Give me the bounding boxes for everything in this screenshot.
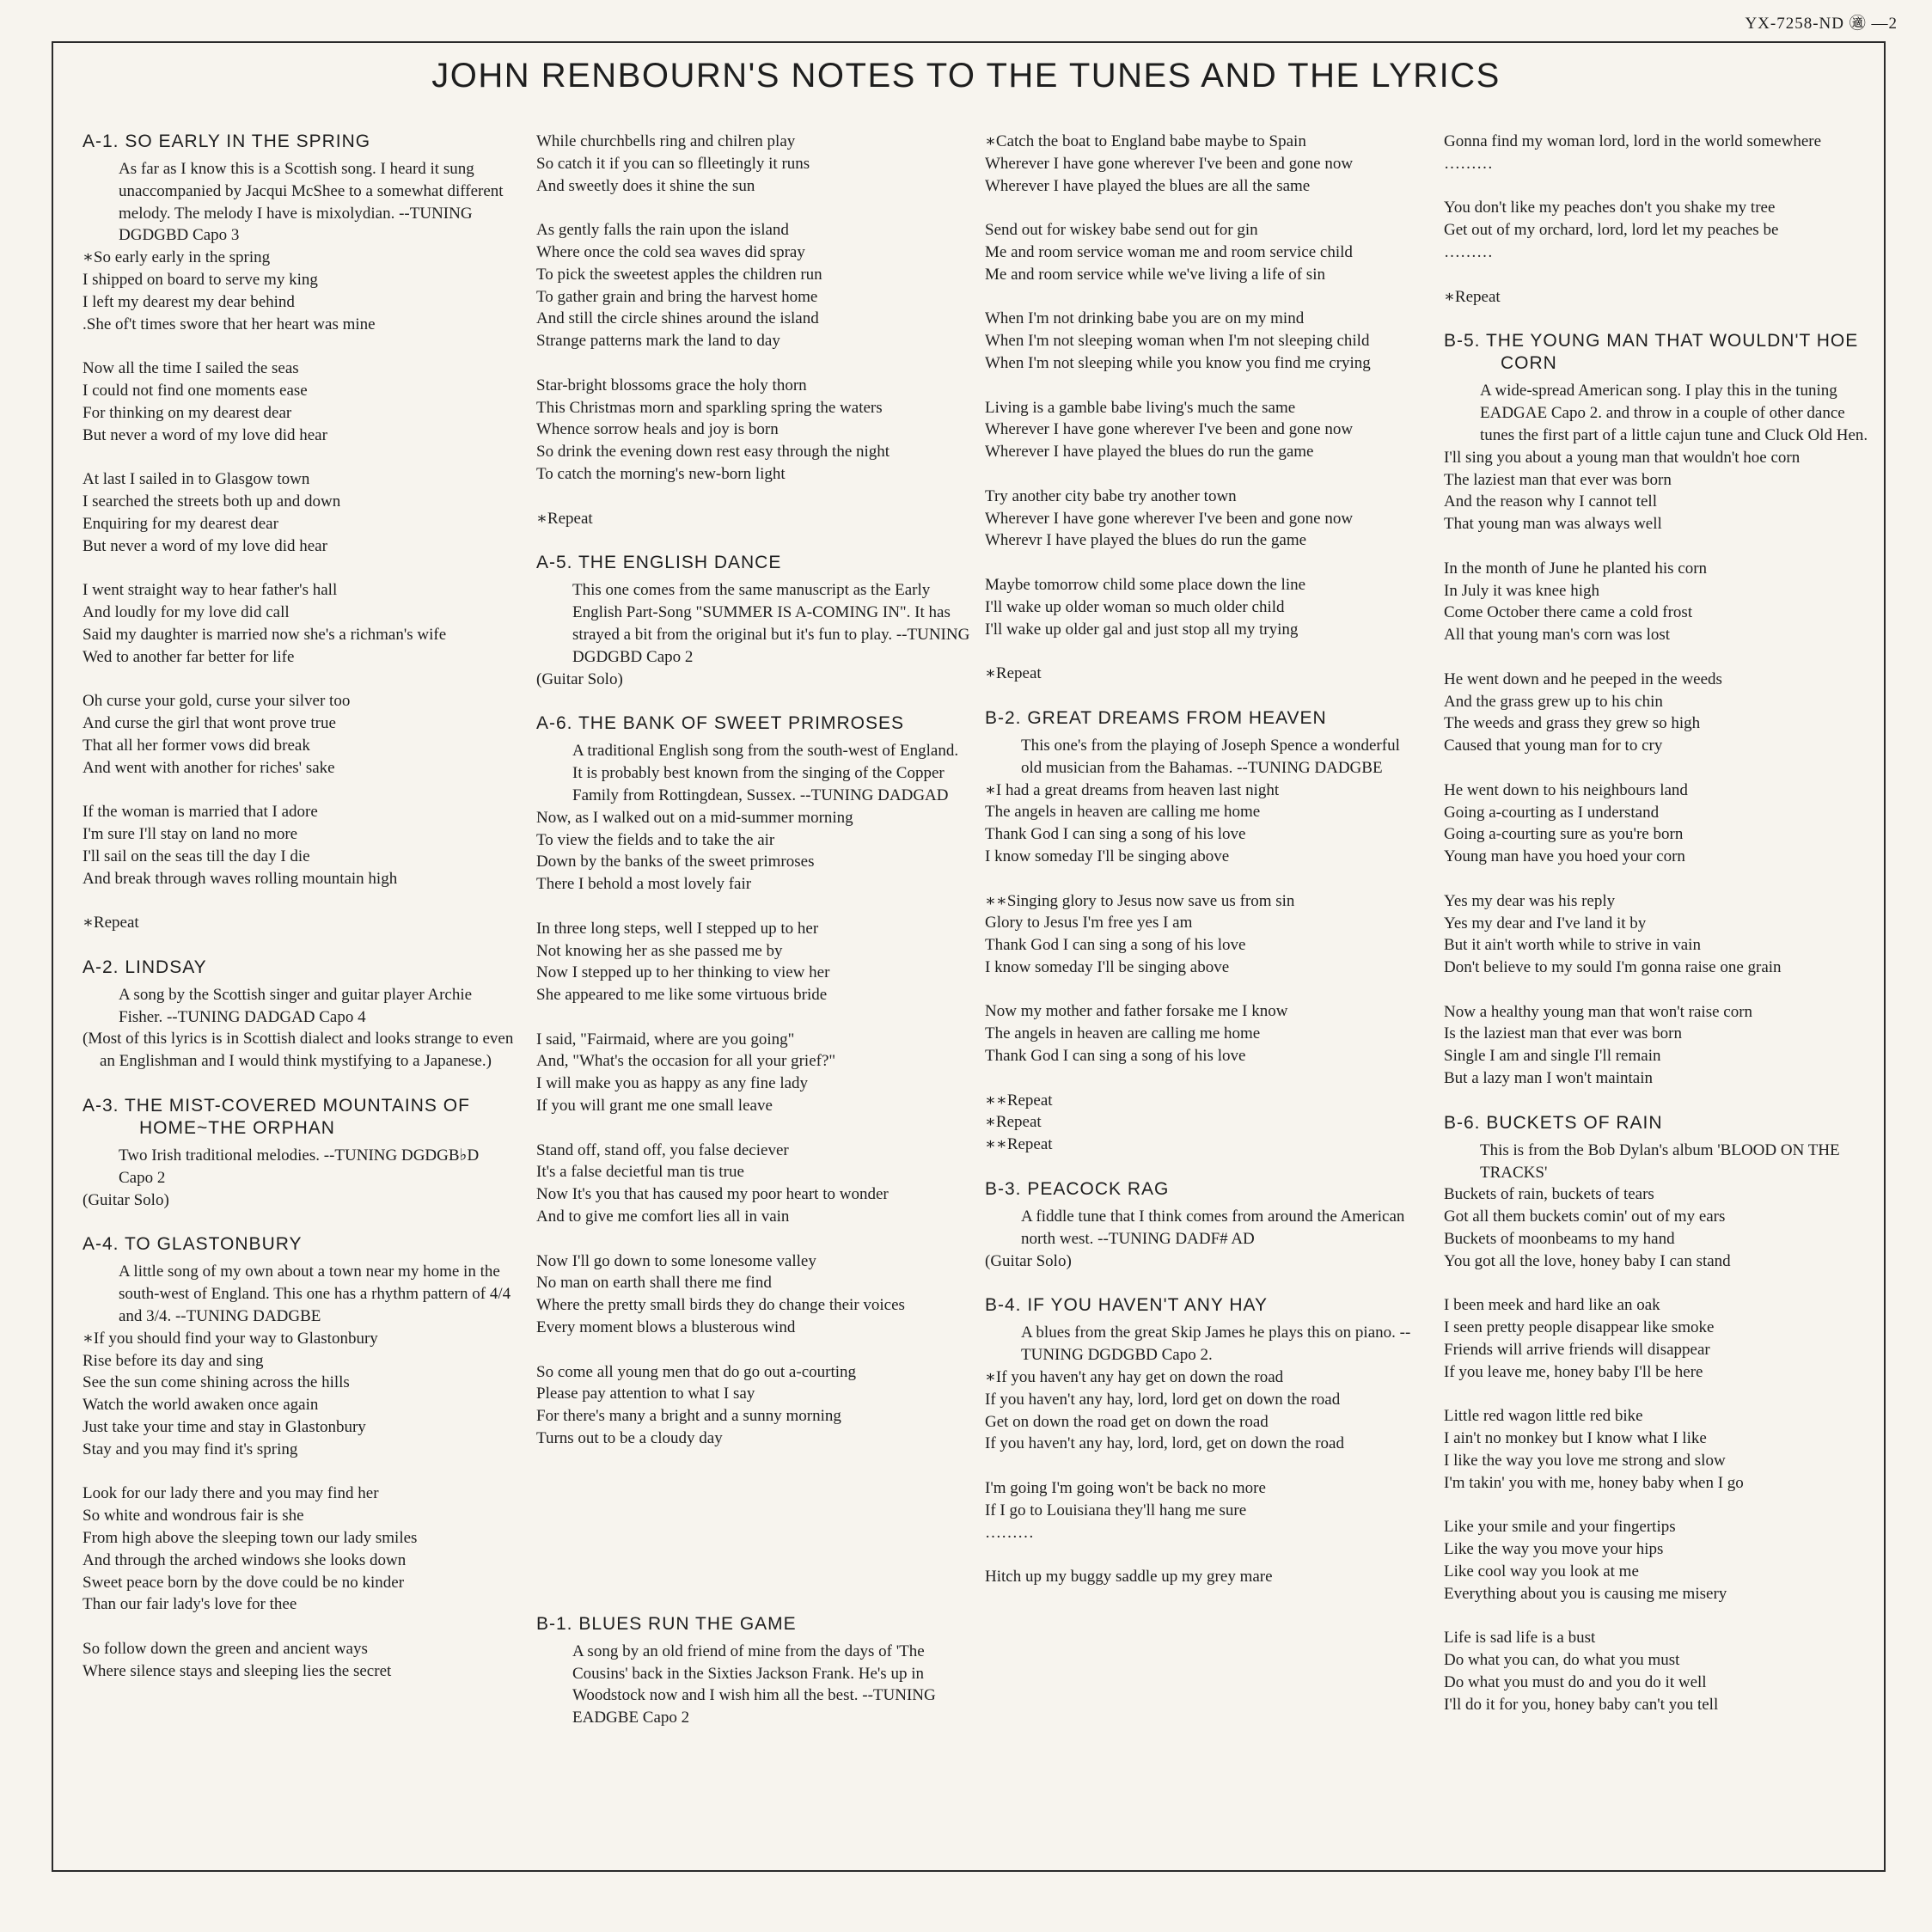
lyrics xyxy=(536,669,970,691)
lyric-line: Wed to another far better for life xyxy=(83,647,295,666)
song-title: B-1. BLUES RUN THE GAME xyxy=(536,1613,797,1634)
lyric-line: Caused that young man for to cry xyxy=(1444,737,1663,755)
lyric-line: For thinking on my dearest dear xyxy=(83,403,292,422)
song-section xyxy=(985,707,1419,1156)
stanza xyxy=(1444,558,1878,646)
lyric-line: And went with another for riches' sake xyxy=(83,758,335,777)
stanza xyxy=(536,807,970,896)
lyric-line: And break through waves rolling mountain high xyxy=(83,869,398,888)
lyrics xyxy=(1444,1183,1878,1715)
song-note: As far as I know this is a Scottish song. I heard it sung unaccompanied by Jacqui McShee to a somewhat different melody. The melody I have is mixolydian. --TUNING DGDGBD Capo 3 xyxy=(119,160,504,245)
lyric-line: Oh curse your gold, curse your silver too xyxy=(83,692,351,711)
song-title: B-3. PEACOCK RAG xyxy=(985,1179,1170,1200)
lyric-line: The laziest man that ever was born xyxy=(1444,470,1672,489)
stanza xyxy=(985,397,1419,463)
lyric-line: Down by the banks of the sweet primroses xyxy=(536,853,815,871)
stanza xyxy=(985,780,1419,868)
lyric-line: But never a word of my love did hear xyxy=(83,425,327,444)
stanza xyxy=(536,508,970,530)
song-title: B-4. IF YOU HAVEN'T ANY HAY xyxy=(985,1295,1268,1316)
lyric-line: Yes my dear was his reply xyxy=(1444,891,1616,910)
lyric-line: Do what you must do and you do it well xyxy=(1444,1673,1707,1691)
lyric-line: If you haven't any hay, lord, lord get on down the road xyxy=(985,1390,1341,1409)
lyric-line: Watch the world awaken once again xyxy=(83,1396,319,1415)
lyric-line: She appeared to me like some virtuous bride xyxy=(536,986,828,1005)
stanza xyxy=(985,574,1419,640)
lyrics xyxy=(536,131,970,529)
lyric-line: Where silence stays and sleeping lies the secret xyxy=(83,1661,392,1680)
stanza xyxy=(536,1029,970,1117)
lyric-line: Wherever I have gone wherever I've been and gone now xyxy=(985,509,1354,528)
lyric-line: If I go to Louisiana they'll hang me sure xyxy=(985,1501,1247,1519)
song-note: This is from the Bob Dylan's album 'BLOOD ON THE TRACKS' xyxy=(1480,1140,1840,1182)
stanza xyxy=(536,375,970,486)
lyric-line: Try another city babe try another town xyxy=(985,486,1237,505)
stanza xyxy=(83,247,517,335)
song-section xyxy=(83,1233,517,1682)
lyric-line: There I behold a most lovely fair xyxy=(536,875,752,894)
stanza xyxy=(985,308,1419,374)
lyric-line: I left my dearest my dear behind xyxy=(83,292,295,311)
lyric-line: Buckets of moonbeams to my hand xyxy=(1444,1230,1675,1249)
lyric-line: ……… xyxy=(1444,154,1493,173)
song-section xyxy=(83,131,517,934)
lyric-line: Turns out to be a cloudy day xyxy=(536,1429,723,1448)
lyric-line: I'll sail on the seas till the day I die xyxy=(83,847,310,865)
lyric-line: So catch it if you can so flleetingly it runs xyxy=(536,154,810,173)
lyric-line: I'll do it for you, honey baby can't you tell xyxy=(1444,1695,1719,1714)
song-title: B-6. BUCKETS OF RAIN xyxy=(1444,1112,1663,1133)
lyric-line: In three long steps, well I stepped up to her xyxy=(536,919,819,938)
lyric-line: To catch the morning's new-born light xyxy=(536,464,786,483)
column-2 xyxy=(536,131,970,1752)
stanza xyxy=(536,669,970,691)
song-title: A-6. THE BANK OF SWEET PRIMROSES xyxy=(536,713,904,734)
lyric-line: Wherever I have gone wherever I've been and gone now xyxy=(985,420,1354,439)
lyric-line: And the grass grew up to his chin xyxy=(1444,692,1663,711)
song-section xyxy=(985,1178,1419,1272)
stanza xyxy=(536,918,970,1006)
lyric-line: At last I sailed in to Glasgow town xyxy=(83,470,310,489)
lyric-line: ∗If you haven't any hay get on down the road xyxy=(985,1368,1284,1387)
lyrics xyxy=(985,131,1419,685)
song-section xyxy=(536,1613,970,1729)
song-section xyxy=(83,1095,517,1211)
song-section xyxy=(536,131,970,529)
lyric-line: (Guitar Solo) xyxy=(536,669,623,688)
lyric-line: Star-bright blossoms grace the holy thorn xyxy=(536,376,807,394)
lyric-line: And the reason why I cannot tell xyxy=(1444,492,1657,511)
stanza xyxy=(1444,890,1878,979)
lyric-line: (Guitar Solo) xyxy=(985,1251,1072,1270)
lyric-line: And, "What's the occasion for all your grief?" xyxy=(536,1052,836,1071)
song-section xyxy=(985,131,1419,685)
lyric-line: ∗Repeat xyxy=(83,914,139,932)
lyric-line: Now It's you that has caused my poor heart to wonder xyxy=(536,1185,889,1204)
lyric-line: Thank God I can sing a song of his love xyxy=(985,936,1246,955)
stanza xyxy=(1444,131,1878,175)
song-note: A fiddle tune that I think comes from around the American north west. --TUNING DADF# AD xyxy=(1021,1208,1405,1248)
lyric-line: But never a word of my love did hear xyxy=(83,536,327,555)
stanza xyxy=(536,219,970,352)
stanza xyxy=(536,1361,970,1450)
lyric-line: Living is a gamble babe living's much the same xyxy=(985,398,1296,417)
catalog-number: YX-7258-ND ㊜ —2 xyxy=(1745,15,1898,33)
lyric-line: No man on earth shall there me find xyxy=(536,1274,772,1293)
stanza xyxy=(985,890,1419,979)
lyric-line: As gently falls the rain upon the island xyxy=(536,221,789,240)
lyric-line: See the sun come shining across the hills xyxy=(83,1373,350,1392)
stanza xyxy=(83,690,517,779)
lyrics xyxy=(83,1028,517,1073)
column-1 xyxy=(83,131,517,1705)
song-title: A-4. TO GLASTONBURY xyxy=(83,1234,303,1255)
lyric-line: So follow down the green and ancient ways xyxy=(83,1640,368,1659)
lyric-line: When I'm not drinking babe you are on my mind xyxy=(985,309,1305,328)
lyric-line: It's a false decietful man tis true xyxy=(536,1163,744,1182)
song-note: This one's from the playing of Joseph Spence a wonderful old musician from the Bahamas. --TUNING DADGBE xyxy=(1021,736,1400,777)
lyric-line: Is the laziest man that ever was born xyxy=(1444,1024,1682,1043)
lyric-line: He went down and he peeped in the weeds xyxy=(1444,669,1722,688)
lyric-line: ∗∗Singing glory to Jesus now save us from sin xyxy=(985,891,1295,910)
stanza xyxy=(83,468,517,557)
lyric-line: Thank God I can sing a song of his love xyxy=(985,825,1246,844)
lyric-line: ∗Repeat xyxy=(1444,287,1501,306)
lyric-line: Now, as I walked out on a mid-summer morning xyxy=(536,808,853,827)
lyric-line: Like cool way you look at me xyxy=(1444,1562,1639,1581)
lyric-line: Like the way you move your hips xyxy=(1444,1540,1664,1559)
stanza xyxy=(536,131,970,197)
lyric-line: So come all young men that do go out a-courting xyxy=(536,1362,857,1381)
song-note: A traditional English song from the south-west of England. It is probably best known from the singing of the Copper Family from Rottingdean, Sussex. --TUNING DADGAD xyxy=(572,742,959,804)
lyric-line: Now I'll go down to some lonesome valley xyxy=(536,1251,816,1270)
stanza xyxy=(1444,780,1878,868)
lyric-line: That young man was always well xyxy=(1444,515,1662,534)
lyric-line: And through the arched windows she looks down xyxy=(83,1550,407,1569)
lyric-line: Where once the cold sea waves did spray xyxy=(536,242,805,261)
lyric-line: Than our fair lady's love for thee xyxy=(83,1595,297,1614)
stanza xyxy=(985,1090,1419,1156)
lyric-line: ∗So early early in the spring xyxy=(83,248,271,267)
lyric-line: In July it was knee high xyxy=(1444,581,1600,600)
lyric-line: I'm takin' you with me, honey baby when I go xyxy=(1444,1473,1744,1492)
lyric-line: And to give me comfort lies all in vain xyxy=(536,1208,790,1226)
stanza xyxy=(1444,1516,1878,1605)
page-title: JOHN RENBOURN'S NOTES TO THE TUNES AND THE LYRICS xyxy=(431,57,1501,95)
lyric-line: Life is sad life is a bust xyxy=(1444,1629,1596,1648)
lyric-line: I searched the streets both up and down xyxy=(83,492,341,511)
stanza xyxy=(536,1250,970,1339)
stanza xyxy=(83,579,517,668)
lyric-line: Where the pretty small birds they do change their voices xyxy=(536,1296,905,1315)
song-title: A-3. THE MIST-COVERED MOUNTAINS OF HOME~THE ORPHAN xyxy=(83,1096,470,1139)
stanza xyxy=(83,1189,517,1212)
lyric-line: ∗If you should find your way to Glastonbury xyxy=(83,1329,378,1348)
stanza xyxy=(985,1366,1419,1455)
lyric-line: Get out of my orchard, lord, lord let my peaches be xyxy=(1444,221,1779,240)
song-section xyxy=(1444,1112,1878,1716)
lyric-line: So drink the evening down rest easy through the night xyxy=(536,443,890,462)
song-section xyxy=(1444,330,1878,1090)
lyric-line: Little red wagon little red bike xyxy=(1444,1407,1643,1426)
song-title: B-2. GREAT DREAMS FROM HEAVEN xyxy=(985,707,1327,728)
song-title: A-5. THE ENGLISH DANCE xyxy=(536,553,782,573)
song-section xyxy=(1444,131,1878,308)
stanza xyxy=(1444,1183,1878,1272)
lyric-line: I ain't no monkey but I know what I like xyxy=(1444,1429,1707,1448)
song-note: A song by an old friend of mine from the days of 'The Cousins' back in the Sixties Jackson Frank. He's up in Woodstock now and I wish him all the best. --TUNING EADGBE Capo 2 xyxy=(572,1642,936,1727)
lyric-line: If you haven't any hay, lord, lord, get on down the road xyxy=(985,1434,1344,1453)
lyric-line: I could not find one moments ease xyxy=(83,381,308,400)
lyric-line: If the woman is married that I adore xyxy=(83,803,318,822)
lyric-line: Stand off, stand off, you false deciever xyxy=(536,1140,789,1159)
lyric-line: The angels in heaven are calling me home xyxy=(985,1024,1261,1043)
lyric-line: Wherever I have played the blues do run the game xyxy=(985,443,1314,462)
lyric-line: Glory to Jesus I'm free yes I am xyxy=(985,914,1193,932)
song-title: B-5. THE YOUNG MAN THAT WOULDN'T HOE CORN xyxy=(1444,331,1859,374)
song-section xyxy=(83,957,517,1073)
lyric-line: I'm going I'm going won't be back no more xyxy=(985,1479,1266,1498)
lyric-line: I know someday I'll be singing above xyxy=(985,847,1230,865)
stanza xyxy=(1444,669,1878,757)
stanza xyxy=(985,1566,1419,1588)
lyric-line: In the month of June he planted his corn xyxy=(1444,559,1708,578)
stanza xyxy=(1444,1405,1878,1494)
lyric-line: I shipped on board to serve my king xyxy=(83,270,318,289)
lyrics xyxy=(985,1250,1419,1273)
lyrics xyxy=(985,780,1419,1157)
lyric-line: ……… xyxy=(1444,242,1493,261)
lyric-line: I seen pretty people disappear like smoke xyxy=(1444,1318,1715,1337)
lyric-line: Friends will arrive friends will disappear xyxy=(1444,1341,1710,1360)
lyric-line: Just take your time and stay in Glastonbury xyxy=(83,1418,366,1437)
lyric-line: But it ain't worth while to strive in vain xyxy=(1444,936,1701,955)
lyric-line: Buckets of rain, buckets of tears xyxy=(1444,1185,1654,1204)
song-note: A blues from the great Skip James he plays this on piano. --TUNING DGDGBD Capo 2. xyxy=(1021,1324,1411,1365)
lyrics xyxy=(1444,447,1878,1090)
stanza xyxy=(985,1250,1419,1273)
lyric-line: I will make you as happy as any fine lady xyxy=(536,1074,809,1093)
lyric-line: That all her former vows did break xyxy=(83,736,310,755)
column-3 xyxy=(985,131,1419,1611)
lyric-line: Sweet peace born by the dove could be no kinder xyxy=(83,1573,405,1592)
lyric-line: ∗Repeat xyxy=(985,664,1042,683)
lyric-line: Going a-courting sure as you're born xyxy=(1444,825,1684,844)
stanza xyxy=(985,131,1419,197)
lyric-line: I went straight way to hear father's hall xyxy=(83,581,338,600)
lyric-line: And sweetly does it shine the sun xyxy=(536,176,755,195)
lyric-line: ∗∗Repeat xyxy=(985,1091,1053,1110)
lyric-line: Come October there came a cold frost xyxy=(1444,603,1693,622)
stanza xyxy=(985,486,1419,552)
lyric-line: Get on down the road get on down the road xyxy=(985,1412,1269,1431)
lyric-line: (Guitar Solo) xyxy=(83,1190,169,1209)
stanza xyxy=(1444,286,1878,309)
lyric-line: I'll wake up older woman so much older child xyxy=(985,597,1285,616)
lyric-line: .She of't times swore that her heart was mine xyxy=(83,315,376,333)
lyric-line: ∗Repeat xyxy=(536,509,593,528)
song-title: A-1. SO EARLY IN THE SPRING xyxy=(83,131,371,151)
lyric-line: ∗Repeat xyxy=(985,1113,1042,1132)
song-note: This one comes from the same manuscript as the Early English Part-Song "SUMMER IS A-COMING IN". It has strayed a bit from the original but it's fun to play. --TUNING DGDGBD Capo 2 xyxy=(572,581,970,666)
stanza xyxy=(83,1483,517,1616)
song-section xyxy=(985,1294,1419,1588)
lyric-line: Yes my dear and I've land it by xyxy=(1444,914,1647,932)
lyrics xyxy=(83,247,517,934)
lyric-line: All that young man's corn was lost xyxy=(1444,626,1671,645)
lyric-line: Got all them buckets comin' out of my ears xyxy=(1444,1208,1726,1226)
lyric-line: Going a-courting as I understand xyxy=(1444,803,1660,822)
lyric-line: Wherever I have gone wherever I've been and gone now xyxy=(985,154,1354,173)
lyric-line: Said my daughter is married now she's a richman's wife xyxy=(83,625,447,644)
lyric-line: Enquiring for my dearest dear xyxy=(83,514,278,533)
stanza xyxy=(1444,1627,1878,1715)
stanza xyxy=(1444,447,1878,535)
stanza xyxy=(985,663,1419,685)
lyrics xyxy=(83,1189,517,1212)
stanza xyxy=(83,801,517,890)
lyric-line: When I'm not sleeping while you know you find me crying xyxy=(985,353,1371,372)
lyric-line: You don't like my peaches don't you shake my tree xyxy=(1444,199,1776,217)
lyric-line: Whence sorrow heals and joy is born xyxy=(536,420,779,439)
song-section xyxy=(536,712,970,1450)
lyric-line: When I'm not sleeping woman when I'm not sleeping child xyxy=(985,332,1370,351)
lyric-line: So white and wondrous fair is she xyxy=(83,1507,304,1525)
stanza xyxy=(83,1028,517,1073)
lyric-line: I know someday I'll be singing above xyxy=(985,957,1230,976)
lyric-line: Look for our lady there and you may find her xyxy=(83,1484,379,1503)
lyric-line: Single I am and single I'll remain xyxy=(1444,1047,1661,1066)
lyric-line: Rise before its day and sing xyxy=(83,1351,264,1370)
song-note: A song by the Scottish singer and guitar player Archie Fisher. --TUNING DADGAD Capo 4 xyxy=(119,985,473,1026)
lyric-line: Like your smile and your fingertips xyxy=(1444,1518,1676,1537)
lyric-line: But a lazy man I won't maintain xyxy=(1444,1069,1653,1088)
stanza xyxy=(1444,1294,1878,1383)
lyric-line: Now a healthy young man that won't raise corn xyxy=(1444,1002,1753,1021)
stanza xyxy=(83,358,517,446)
lyric-line: I said, "Fairmaid, where are you going" xyxy=(536,1030,795,1049)
stanza xyxy=(536,1140,970,1228)
lyric-line: Thank God I can sing a song of his love xyxy=(985,1047,1246,1066)
lyric-line: Not knowing her as she passed me by xyxy=(536,941,783,960)
lyric-line: Me and room service while we've living a life of sin xyxy=(985,265,1325,284)
lyric-line: He went down to his neighbours land xyxy=(1444,780,1688,799)
lyric-line: From high above the sleeping town our lady smiles xyxy=(83,1529,418,1548)
song-note: Two Irish traditional melodies. --TUNING DGDGB♭D Capo 2 xyxy=(119,1146,480,1187)
lyric-line: ∗I had a great dreams from heaven last night xyxy=(985,780,1280,799)
lyric-line: To pick the sweetest apples the children run xyxy=(536,265,822,284)
stanza xyxy=(985,1477,1419,1544)
lyric-line: I'll wake up older gal and just stop all my trying xyxy=(985,620,1299,639)
lyric-line: ……… xyxy=(985,1523,1034,1542)
song-section xyxy=(536,552,970,690)
lyric-line: For there's many a bright and a sunny morning xyxy=(536,1407,841,1426)
lyric-line: I'll sing you about a young man that wouldn't hoe corn xyxy=(1444,448,1801,467)
lyric-line: You got all the love, honey baby I can stand xyxy=(1444,1251,1731,1270)
lyric-line: Maybe tomorrow child some place down the line xyxy=(985,575,1306,594)
lyric-line: I'm sure I'll stay on land no more xyxy=(83,824,298,843)
stanza xyxy=(1444,197,1878,263)
lyric-line: Everything about you is causing me misery xyxy=(1444,1584,1727,1603)
lyric-line: Do what you can, do what you must xyxy=(1444,1651,1680,1670)
lyric-line: The angels in heaven are calling me home xyxy=(985,803,1261,822)
lyric-line: And still the circle shines around the island xyxy=(536,309,819,328)
lyric-line: To gather grain and bring the harvest home xyxy=(536,287,818,306)
lyric-line: Please pay attention to what I say xyxy=(536,1385,755,1403)
stanza xyxy=(83,1638,517,1683)
lyrics xyxy=(1444,131,1878,308)
lyric-line: Me and room service woman me and room service child xyxy=(985,242,1353,261)
column-4 xyxy=(1444,131,1878,1739)
lyrics xyxy=(985,1366,1419,1588)
lyric-line: Every moment blows a blusterous wind xyxy=(536,1318,796,1337)
lyric-line: Gonna find my woman lord, lord in the world somewhere xyxy=(1444,132,1822,150)
lyric-line: Now my mother and father forsake me I know xyxy=(985,1002,1288,1021)
stanza xyxy=(985,1000,1419,1067)
song-note: A little song of my own about a town near my home in the south-west of England. This one has a rhythm pattern of 4/4 and 3/4. --TUNING DADGBE xyxy=(119,1263,511,1326)
lyric-line: Hitch up my buggy saddle up my grey mare xyxy=(985,1568,1273,1587)
lyric-line: And loudly for my love did call xyxy=(83,602,290,621)
lyric-line: Send out for wiskey babe send out for gin xyxy=(985,221,1258,240)
lyric-line: If you will grant me one small leave xyxy=(536,1097,773,1116)
stanza xyxy=(83,1328,517,1461)
song-note: A wide-spread American song. I play this in the tuning EADGAE Capo 2. and throw in a couple of other dance tunes the first part of a little cajun tune and Cluck Old Hen. xyxy=(1480,382,1868,444)
song-title: A-2. LINDSAY xyxy=(83,957,207,977)
stanza xyxy=(83,912,517,934)
lyric-line: Young man have you hoed your corn xyxy=(1444,847,1685,866)
lyric-line: Now all the time I sailed the seas xyxy=(83,359,299,378)
lyric-line: Don't believe to my sould I'm gonna raise one grain xyxy=(1444,958,1782,977)
lyric-line: Strange patterns mark the land to day xyxy=(536,332,780,351)
lyric-line: Wherever I have played the blues are all the same xyxy=(985,176,1311,195)
lyric-line: ∗∗Repeat xyxy=(985,1135,1053,1154)
lyrics xyxy=(83,1328,517,1683)
lyric-line: And curse the girl that wont prove true xyxy=(83,713,336,732)
lyric-line: This Christmas morn and sparkling spring the waters xyxy=(536,398,883,417)
lyric-line: If you leave me, honey baby I'll be here xyxy=(1444,1362,1703,1381)
lyric-line: (Most of this lyrics is in Scottish dialect and looks strange to even an Englishman and I would think mystifying to a Japanese.) xyxy=(83,1030,514,1071)
lyric-line: While churchbells ring and chilren play xyxy=(536,132,796,150)
lyric-line: Wherevr I have played the blues do run the game xyxy=(985,531,1307,550)
lyric-line: Stay and you may find it's spring xyxy=(83,1440,298,1458)
lyric-line: ∗Catch the boat to England babe maybe to Spain xyxy=(985,132,1306,150)
lyric-line: I been meek and hard like an oak xyxy=(1444,1296,1660,1315)
lyric-line: To view the fields and to take the air xyxy=(536,830,775,849)
stanza xyxy=(985,219,1419,285)
lyrics xyxy=(536,807,970,1450)
lyric-line: I like the way you love me strong and slow xyxy=(1444,1452,1726,1470)
lyric-line: The weeds and grass they grew so high xyxy=(1444,714,1701,733)
lyric-line: Now I stepped up to her thinking to view her xyxy=(536,963,830,982)
stanza xyxy=(1444,1001,1878,1090)
